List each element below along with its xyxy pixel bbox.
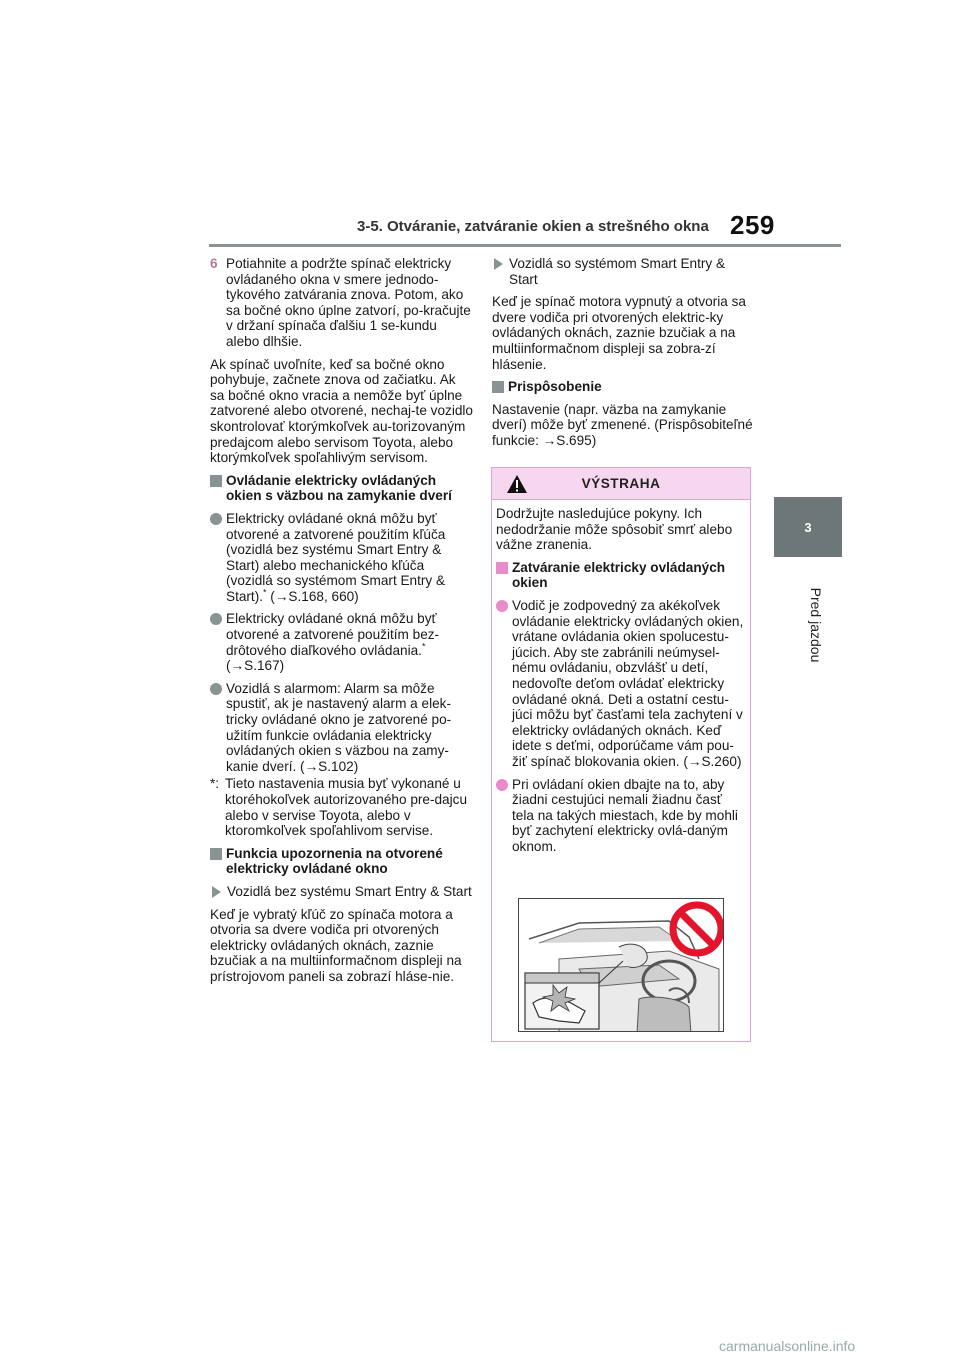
- step-6: [210, 256, 473, 350]
- left-column: [210, 256, 473, 992]
- circle-bullet-icon: [210, 683, 222, 695]
- right-column: [492, 256, 754, 456]
- bullet-text: Elektricky ovládané okná môžu byť otvorené a zatvorené použitím bez-drôtového diaľkového ovládania.* (→S.167): [226, 611, 440, 674]
- step-text: Potiahnite a podržte spínač elektricky ovládaného okna v smere jednodo-tykového zatvárania znova. Potom, ako sa bočné okno úplne zatvorí, po-kračujte v držaní spínača ďalšiu 1 se-kundu alebo dlhšie.: [226, 256, 471, 349]
- bullet-text: Vozidlá s alarmom: Alarm sa môže spustiť, ak je nastavený alarm a elek-tricky ovládané okno je zatvorené po-užitím funkcie ovládania elektricky ovládaných okien s väzbou na zamy-kanie dverí. (→S.102): [226, 680, 452, 774]
- warning-intro: Dodržujte nasledujúce pokyny. Ich nedodržanie môže spôsobiť smrť alebo vážne zranenia.: [496, 506, 733, 553]
- paragraph: Keď je spínač motora vypnutý a otvoria sa dvere vodiča pri otvorených elektric-ky ovládaných oknách, zaznie bzučiak a na multiinformačnom displeji sa zobra-zí hlásenie.: [492, 294, 746, 372]
- section-heading: [210, 846, 473, 877]
- warning-title: VÝSTRAHA: [581, 476, 661, 491]
- circle-bullet-icon: [496, 600, 508, 612]
- warning-body: [492, 500, 750, 854]
- footnote-text: Tieto nastavenia musia byť vykonané u ktoréhokoľvek autorizovaného pre-dajcu alebo v servise Toyota, alebo v ktoromkoľvek spoľahlivom servise.: [225, 776, 467, 839]
- chapter-tab[interactable]: 3: [774, 497, 842, 557]
- chapter-label: Pred jazdou: [808, 587, 824, 663]
- square-bullet-icon: [496, 562, 508, 574]
- circle-bullet-icon: [496, 779, 508, 791]
- heading-text: Prispôsobenie: [508, 379, 602, 395]
- warning-header: [492, 468, 750, 500]
- bullet-item: [210, 681, 473, 775]
- section-heading: [492, 379, 754, 395]
- warning-bullet: [496, 777, 744, 855]
- square-bullet-icon: [492, 381, 504, 393]
- heading-text: Funkcia upozornenia na otvorené elektricky ovládané okno: [226, 845, 443, 877]
- circle-bullet-icon: [210, 513, 222, 525]
- warning-bullet: [496, 598, 744, 770]
- heading-text: Ovládanie elektricky ovládaných okien s väzbou na zamykanie dverí: [226, 472, 452, 504]
- square-bullet-icon: [210, 848, 222, 860]
- triangle-item: [210, 884, 473, 900]
- warning-heading: [496, 560, 744, 591]
- bullet-text: Pri ovládaní okien dbajte na to, aby žiadni cestujúci nemali žiadnu časť tela na takých miestach, kde by mohli byť zachytení elektricky ovlá-daným oknom.: [512, 776, 738, 854]
- triangle-item-text: Vozidlá bez systému Smart Entry & Start: [227, 883, 472, 899]
- paragraph: Keď je vybratý kľúč zo spínača motora a otvoria sa dvere vodiča pri otvorených elektricky ovládaných oknách, zaznie bzučiak a na multiinformačnom displeji na prístrojovom paneli sa zobrazí hláse-nie.: [210, 906, 462, 984]
- bullet-item: [210, 511, 473, 605]
- page-header-title: 3-5. Otváranie, zatváranie okien a strešného okna: [357, 218, 709, 235]
- illustration-window-hazard: [518, 898, 724, 1032]
- footer-watermark: carmanualsonline.info: [719, 1338, 856, 1354]
- triangle-item: [492, 256, 754, 287]
- footnote: [210, 776, 473, 838]
- cross-reference-link[interactable]: (→S.168, 660): [266, 588, 359, 604]
- triangle-bullet-icon: [212, 886, 221, 898]
- step-number: 6: [210, 256, 218, 271]
- bullet-item: [210, 611, 473, 673]
- footnote-mark: *:: [210, 776, 220, 792]
- section-heading: [210, 473, 473, 504]
- bullet-text: Vodič je zodpovedný za akékoľvek ovládanie elektricky ovládaných okien, vrátane ovládania okien spolucestu-júcich. Aby ste zabránili neúmysel-nému ovládaniu, obzvlášť u detí, nedovoľte deťom ovládať elektricky ovládané okná. Deti a ostatní cestu-júci môžu byť časťami tela zachytení v elektricky ovládaných oknách. Keď idete s deťmi, odporúčame vám pou-žiť spínač blokovania okien. (→S.260): [512, 597, 744, 769]
- circle-bullet-icon: [210, 613, 222, 625]
- paragraph: Nastavenie (napr. väzba na zamykanie dverí) môže byť zmenené. (Prispôsobiteľné funkcie: →S.695): [492, 401, 753, 448]
- square-bullet-icon: [210, 475, 222, 487]
- warning-triangle-icon: [506, 474, 528, 494]
- bullet-text: Elektricky ovládané okná môžu byť otvorené a zatvorené použitím kľúča (vozidlá bez systému Smart Entry & Start) alebo mechanického kľúča (vozidlá so systémom Smart Entry & Start).* (→S.168, 660): [226, 510, 446, 604]
- triangle-bullet-icon: [494, 258, 503, 270]
- header-rule: [209, 244, 841, 247]
- paragraph: Ak spínač uvoľníte, keď sa bočné okno pohybuje, začnete znova od začiatku. Ak sa bočné okno vracia a nemôže byť úplne zatvorené alebo otvorené, nechaj-te vozidlo skontrolovať ktorýmkoľvek au-torizovaným predajcom alebo servisom Toyota, alebo ktorýmkoľvek spoľahlivým servisom.: [210, 356, 473, 466]
- warning-box: [491, 467, 751, 1042]
- page-number: 259: [730, 210, 775, 240]
- cross-reference-link[interactable]: (→S.167): [226, 658, 285, 674]
- prohibited-icon: [669, 901, 724, 957]
- triangle-item-text: Vozidlá so systémom Smart Entry & Start: [509, 256, 726, 287]
- heading-text: Zatváranie elektricky ovládaných okien: [512, 559, 726, 591]
